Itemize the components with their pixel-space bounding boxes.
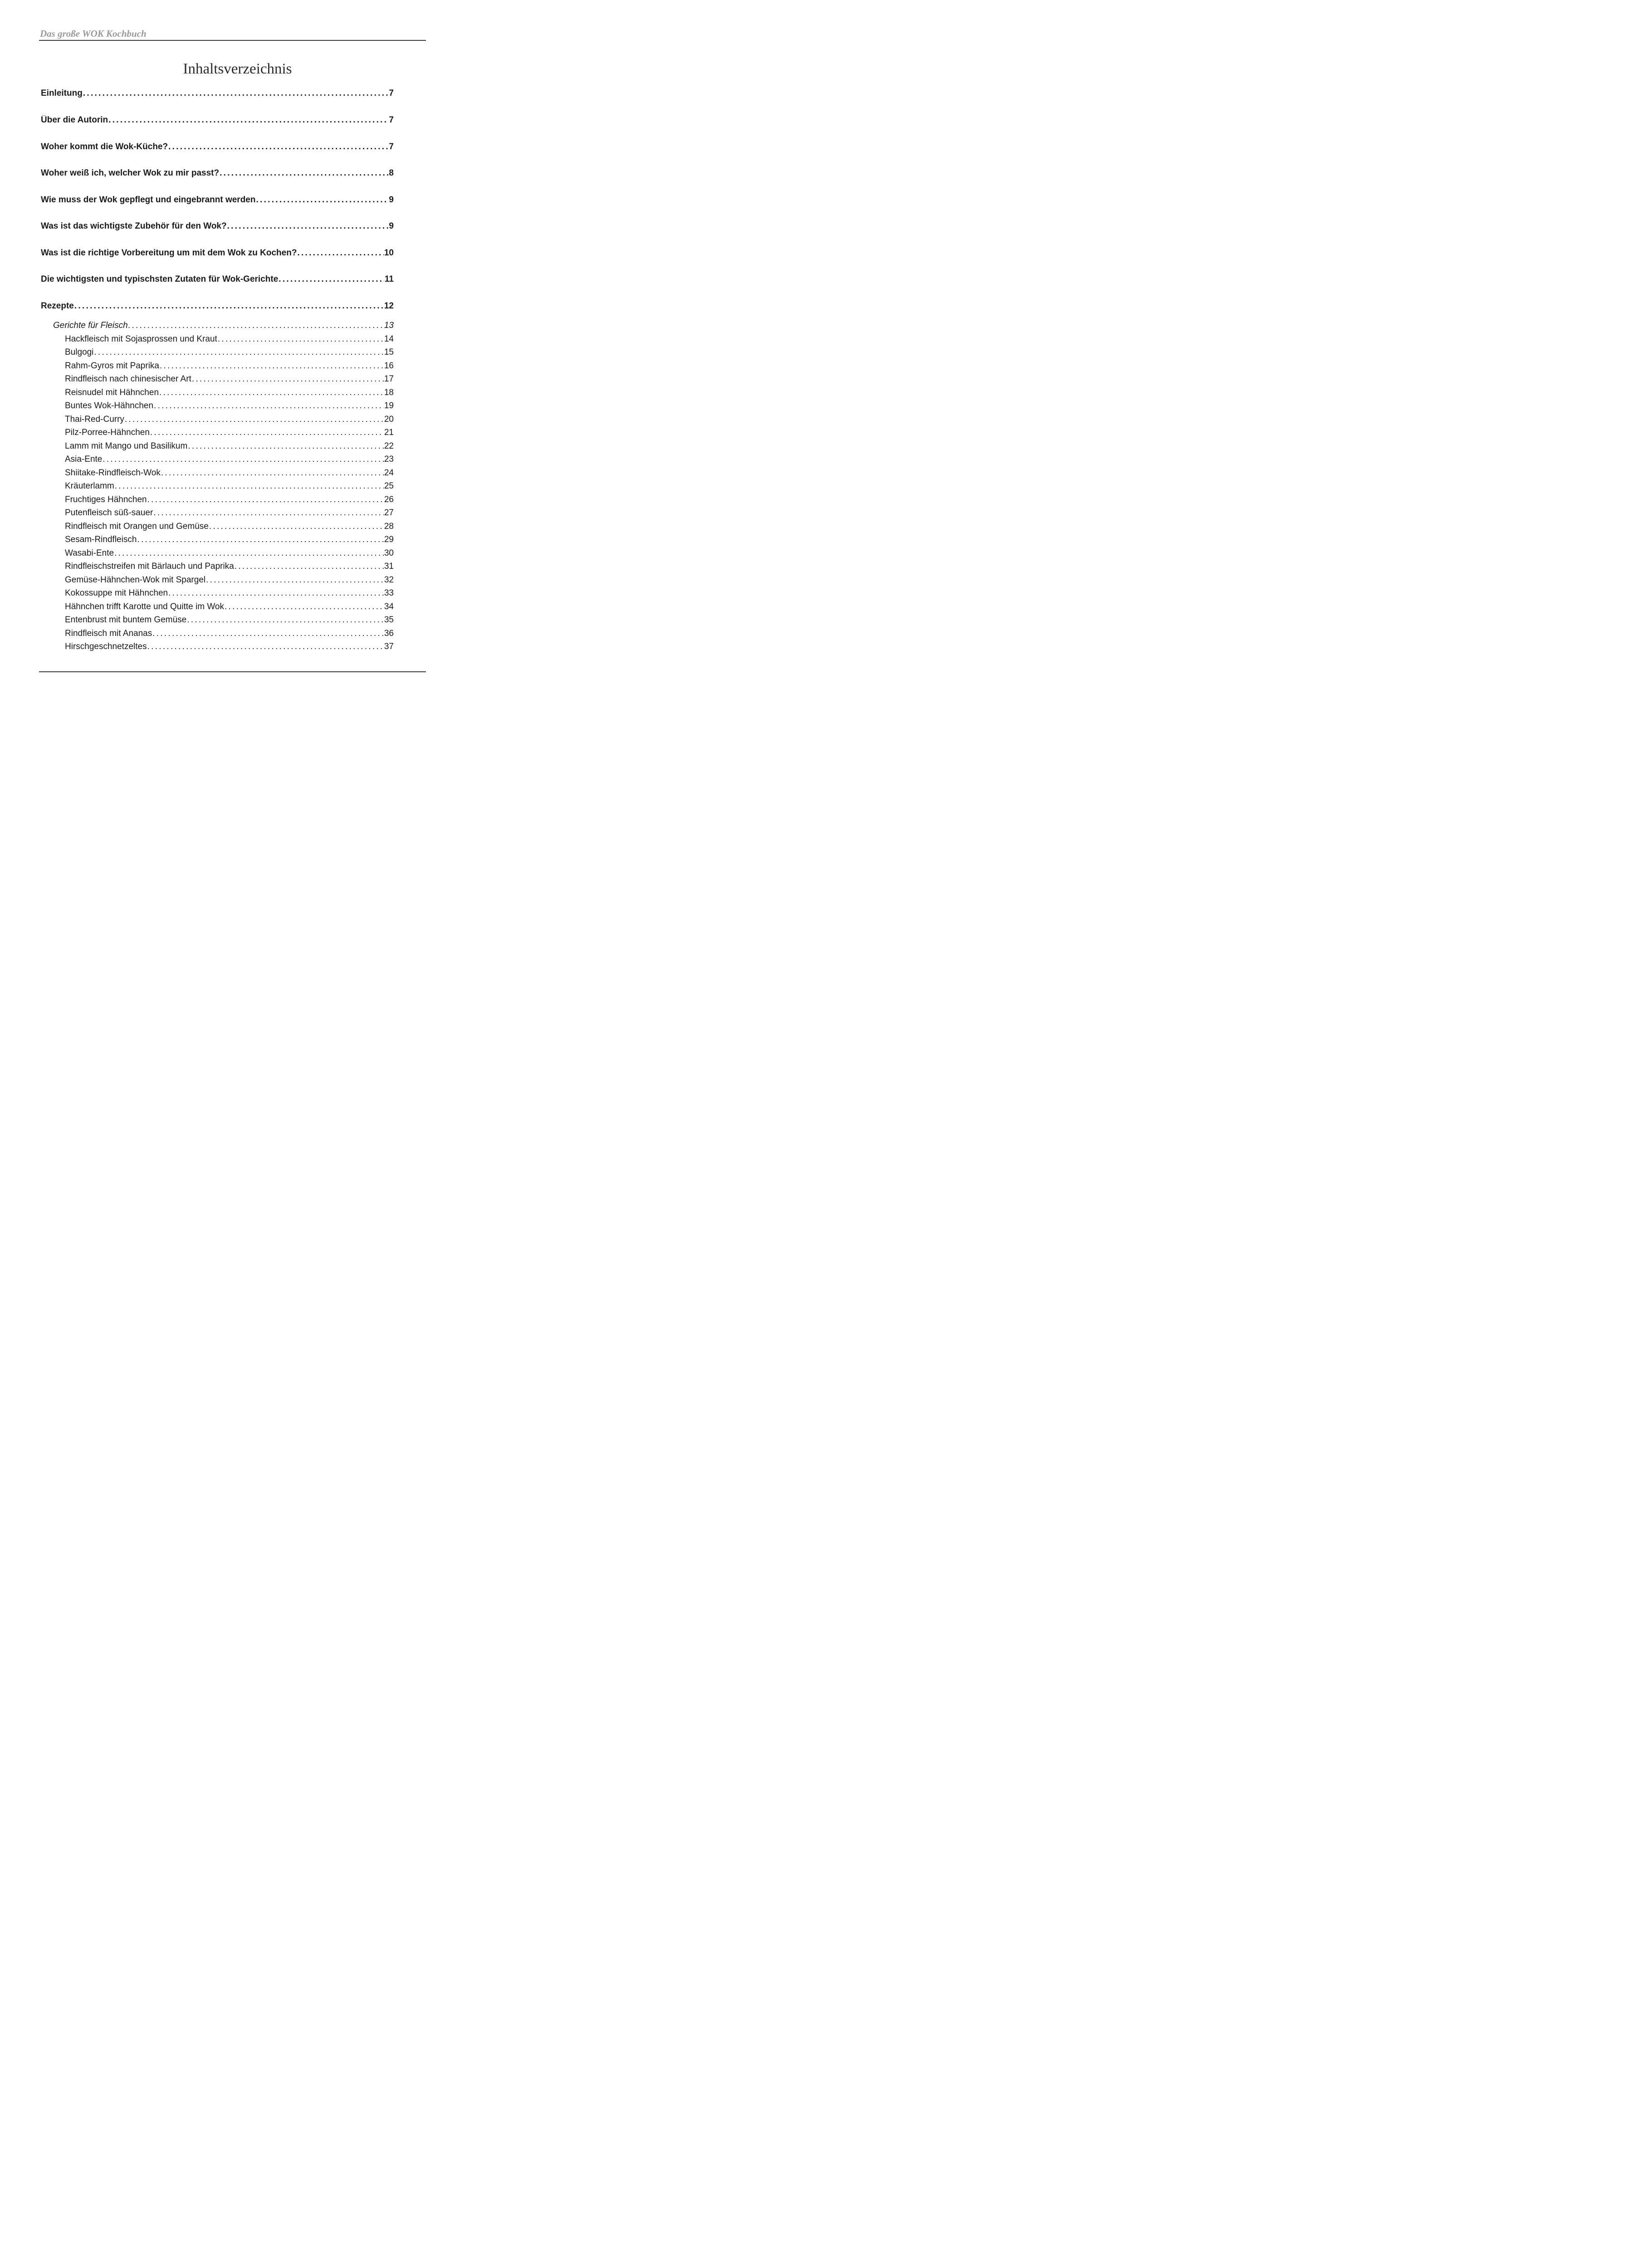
toc-section-entry[interactable] [53, 321, 394, 331]
toc-entry-page: 27 [384, 508, 394, 518]
dot-leader [147, 642, 384, 652]
toc-recipe-entry[interactable] [65, 562, 394, 572]
toc-entry-label: Thai-Red-Curry [65, 415, 124, 424]
dot-leader [235, 562, 384, 572]
dot-leader [227, 221, 389, 231]
toc-recipe-entry[interactable] [65, 374, 394, 384]
toc-recipe-entry[interactable] [65, 388, 394, 398]
toc-entry-page: 37 [384, 642, 394, 651]
dot-leader [160, 361, 384, 371]
toc-chapter-entry[interactable] [41, 274, 394, 284]
toc-entry-label: Kräuterlamm [65, 481, 114, 491]
dot-leader [279, 274, 384, 284]
toc-recipe-entry[interactable] [65, 334, 394, 344]
toc-recipe-entry[interactable] [65, 468, 394, 478]
dot-leader [147, 495, 384, 505]
toc-chapter-entry[interactable] [41, 168, 394, 178]
toc-recipe-entry[interactable] [65, 522, 394, 532]
toc-entry-label: Bulgogi [65, 347, 94, 357]
dot-leader [218, 334, 384, 344]
dot-leader [225, 602, 384, 612]
dot-leader [154, 401, 384, 411]
dot-leader [206, 575, 384, 585]
toc-recipe-entry[interactable] [65, 495, 394, 505]
toc-entry-page: 19 [384, 401, 394, 411]
dot-leader [108, 115, 388, 125]
toc-recipe-entry[interactable] [65, 548, 394, 558]
toc-entry-label: Putenfleisch süß-sauer [65, 508, 153, 518]
toc-entry-page: 28 [384, 522, 394, 531]
toc-recipe-entry[interactable] [65, 535, 394, 545]
toc-entry-page: 35 [384, 615, 394, 625]
dot-leader [256, 195, 388, 205]
toc-recipe-entry[interactable] [65, 415, 394, 425]
toc-entry-label: Rindfleisch nach chinesischer Art [65, 374, 191, 384]
toc-entry-page: 30 [384, 548, 394, 558]
dot-leader [94, 347, 383, 357]
dot-leader [83, 88, 389, 98]
toc-entry-label: Woher kommt die Wok-Küche? [41, 142, 168, 152]
toc-recipe-entry[interactable] [65, 455, 394, 464]
dot-leader [161, 468, 384, 478]
toc-entry-label: Gerichte für Fleisch [53, 321, 128, 330]
toc-recipe-entry[interactable] [65, 602, 394, 612]
toc-entry-label: Gemüse-Hähnchen-Wok mit Spargel [65, 575, 206, 585]
toc-entry-label: Was ist das wichtigste Zubehör für den Wok? [41, 221, 227, 231]
toc-entry-page: 36 [384, 629, 394, 638]
toc-entry-page: 17 [384, 374, 394, 384]
toc-entry-page: 26 [384, 495, 394, 504]
toc-chapter-entry[interactable] [41, 142, 394, 152]
dot-leader [297, 248, 383, 258]
toc-entry-label: Pilz-Porree-Hähnchen [65, 428, 150, 437]
toc-entry-page: 20 [384, 415, 394, 424]
toc-entry-page: 34 [384, 602, 394, 611]
toc-entry-page: 7 [389, 115, 394, 125]
toc-chapter-entry[interactable] [41, 301, 394, 311]
toc-chapter-entry[interactable] [41, 248, 394, 258]
toc-entry-label: Asia-Ente [65, 455, 103, 464]
toc-recipe-entry[interactable] [65, 508, 394, 518]
toc-chapter-entry[interactable] [41, 221, 394, 231]
toc-entry-page: 8 [389, 168, 394, 178]
dot-leader [128, 321, 384, 331]
toc-entry-label: Woher weiß ich, welcher Wok zu mir passt? [41, 168, 220, 178]
dot-leader [150, 428, 384, 438]
toc-entry-label: Rindfleisch mit Ananas [65, 629, 152, 638]
toc-entry-label: Rahm-Gyros mit Paprika [65, 361, 159, 371]
toc-entry-label: Reisnudel mit Hähnchen [65, 388, 159, 397]
toc-entry-label: Wasabi-Ente [65, 548, 114, 558]
dot-leader [188, 441, 384, 451]
toc-recipe-entry[interactable] [65, 401, 394, 411]
footer-rule [39, 671, 426, 672]
dot-leader [137, 535, 383, 545]
toc-recipe-entry[interactable] [65, 361, 394, 371]
toc-recipe-entry[interactable] [65, 347, 394, 357]
dot-leader [103, 455, 383, 464]
toc-recipe-entry[interactable] [65, 481, 394, 491]
dot-leader [168, 588, 384, 598]
toc-entry-page: 22 [384, 441, 394, 451]
toc-entry-label: Über die Autorin [41, 115, 108, 125]
toc-entry-label: Hirschgeschnetzeltes [65, 642, 147, 651]
toc-recipe-entry[interactable] [65, 575, 394, 585]
toc-chapter-entry[interactable] [41, 195, 394, 205]
toc-recipe-entry[interactable] [65, 441, 394, 451]
dot-leader [192, 374, 384, 384]
toc-entry-label: Sesam-Rindfleisch [65, 535, 137, 544]
toc-entry-page: 7 [389, 142, 394, 152]
toc-entry-page: 10 [384, 248, 394, 258]
toc-entry-page: 16 [384, 361, 394, 371]
toc-entry-label: Rezepte [41, 301, 74, 311]
toc-entry-page: 11 [384, 274, 394, 284]
toc-entry-page: 29 [384, 535, 394, 544]
toc-entry-page: 9 [389, 195, 394, 205]
toc-entry-label: Wie muss der Wok gepflegt und eingebrannt werden [41, 195, 256, 205]
dot-leader [74, 301, 384, 311]
toc-entry-page: 32 [384, 575, 394, 585]
page-title: Inhaltsverzeichnis [183, 61, 292, 77]
toc-entry-page: 12 [384, 301, 394, 311]
toc-entry-label: Shiitake-Rindfleisch-Wok [65, 468, 161, 478]
toc-entry-page: 21 [384, 428, 394, 437]
dot-leader [159, 388, 384, 398]
dot-leader [153, 508, 384, 518]
toc-recipe-entry[interactable] [65, 642, 394, 652]
toc-entry-page: 18 [384, 388, 394, 397]
toc-entry-label: Fruchtiges Hähnchen [65, 495, 147, 504]
toc-entry-label: Was ist die richtige Vorbereitung um mit dem Wok zu Kochen? [41, 248, 297, 258]
dot-leader [209, 522, 384, 532]
toc-entry-page: 7 [389, 88, 394, 98]
dot-leader [220, 168, 388, 178]
dot-leader [168, 142, 388, 152]
toc-entry-label: Hähnchen trifft Karotte und Quitte im Wok [65, 602, 224, 611]
dot-leader [114, 548, 384, 558]
toc-entry-page: 31 [384, 562, 394, 571]
header-rule [39, 40, 426, 41]
toc-recipe-entry[interactable] [65, 615, 394, 625]
toc-entry-page: 14 [384, 334, 394, 344]
toc-entry-page: 13 [384, 321, 394, 330]
toc-entry-label: Einleitung [41, 88, 83, 98]
toc-chapter-entry[interactable] [41, 88, 394, 98]
toc-entry-page: 23 [384, 455, 394, 464]
toc-recipe-entry[interactable] [65, 629, 394, 639]
dot-leader [125, 415, 384, 425]
toc-chapter-entry[interactable] [41, 115, 394, 125]
toc-recipe-entry[interactable] [65, 588, 394, 598]
toc-entry-label: Hackfleisch mit Sojasprossen und Kraut [65, 334, 217, 344]
dot-leader [115, 481, 384, 491]
toc-entry-page: 33 [384, 588, 394, 598]
dot-leader [152, 629, 384, 639]
toc-entry-page: 9 [389, 221, 394, 231]
toc-entry-label: Rindfleisch mit Orangen und Gemüse [65, 522, 209, 531]
toc-recipe-entry[interactable] [65, 428, 394, 438]
toc-entry-label: Die wichtigsten und typischsten Zutaten für Wok-Gerichte [41, 274, 279, 284]
toc-entry-page: 25 [384, 481, 394, 491]
toc-entry-label: Lamm mit Mango und Basilikum [65, 441, 188, 451]
running-header: Das große WOK Kochbuch [40, 28, 147, 39]
toc-entry-label: Rindfleischstreifen mit Bärlauch und Paprika [65, 562, 234, 571]
toc-entry-label: Kokossuppe mit Hähnchen [65, 588, 168, 598]
toc-entry-page: 15 [384, 347, 394, 357]
dot-leader [187, 615, 384, 625]
toc-entry-label: Entenbrust mit buntem Gemüse [65, 615, 187, 625]
toc-entry-label: Buntes Wok-Hähnchen [65, 401, 154, 411]
toc-entry-page: 24 [384, 468, 394, 478]
